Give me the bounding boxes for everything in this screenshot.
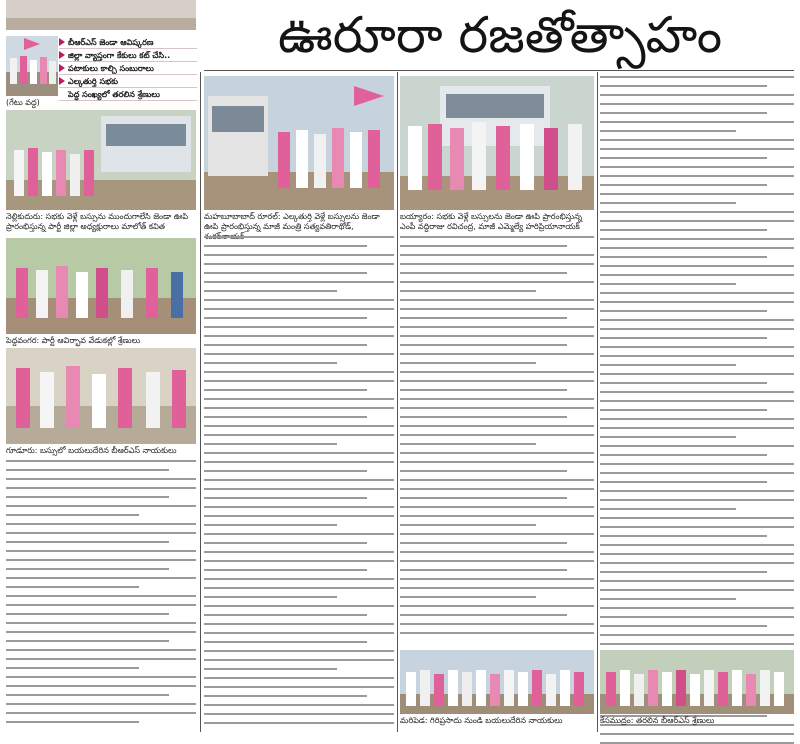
triangle-bullet-icon <box>59 77 65 85</box>
caption-3: మహబూబాబాద్ రూరల్: ఎల్కతుర్తి వెళ్లే బస్సులను జెండా ఊపి ప్రారంభిస్తున్న మాజీ మంత్రి సత్యవతిరాథోడ్, <box>204 212 380 231</box>
photo-bus-flagoff-nellikuduru <box>6 110 196 210</box>
column-1-bottom-text <box>6 460 196 730</box>
caption-6: గూడూరు: బస్సులో బయలుదేరిన బీఆర్ఎస్ నాయకులు <box>6 446 177 455</box>
triangle-bullet-icon <box>59 64 65 72</box>
caption-5: పెద్దవంగర: పార్టీ ఆవిర్భావ వేడుకల్లో శ్రేణులు <box>6 336 141 345</box>
column-4-text <box>600 76 794 646</box>
column-divider <box>397 72 398 732</box>
caption-8: కేసముద్రం: తరలిన బీఆర్ఎస్ శ్రేణులు <box>600 716 715 725</box>
caption-4: బయ్యారం: సభకు వెళ్లే బస్సులను జెండా ఊపి ప్రారంభిస్తున్న ఎంపీ వద్దిరాజు రవిచంద్ర, మాజీ ఎమ్మెల్యే హరిప్రియానాయక్ <box>400 212 583 231</box>
column-2-text <box>204 236 394 730</box>
highlight-item: బీఆర్ఎస్ జెండా ఆవిష్కరణ <box>59 36 197 49</box>
column-divider <box>200 72 201 732</box>
column-divider <box>597 72 598 732</box>
page-headline: ఊరూరా రజతోత్సాహం <box>277 6 723 64</box>
highlight-item: పటాకులు కాల్చి సంబురాలు <box>59 62 197 75</box>
photo-kesamudram-cadres <box>600 650 794 714</box>
caption-2: నెల్లికుదురు: సభకు వెళ్లే బస్సును ముందుగాలేసి జెండా ఊపి ప్రారంభిస్తున్న పార్టీ జిల్లా అధ్యక్షురాలు మాలోత్ కవిత <box>6 212 189 231</box>
photo-peddavangara-celebration <box>6 238 196 334</box>
caption-1: (గేటు వద్ద) <box>6 98 40 107</box>
highlight-item: ఎల్కతుర్తి సభకు <box>59 75 197 88</box>
highlights-box <box>59 36 197 101</box>
highlight-item: జిల్లా వ్యాప్తంగా కేకులు కట్ చేసి.. <box>59 49 197 62</box>
photo-rally-group <box>6 36 58 96</box>
caption-7: మరిపెడ: గిరిప్రసాదు నుండి బయలుదేరిన నాయకులు <box>400 716 563 725</box>
photo-bayyaram-flagoff <box>400 76 594 210</box>
highlight-item: పెద్ద సంఖ్యలో తరలిన శ్రేణులు <box>59 88 197 101</box>
headline-underline <box>204 70 794 71</box>
column-3-text <box>400 236 594 646</box>
triangle-bullet-icon <box>59 51 65 59</box>
top-strip-photo <box>6 0 196 30</box>
photo-mahabubabad-rural <box>204 76 394 210</box>
photo-maripeda-leaders <box>400 650 594 714</box>
photo-gudur-bus <box>6 348 196 444</box>
triangle-bullet-icon <box>59 38 65 46</box>
